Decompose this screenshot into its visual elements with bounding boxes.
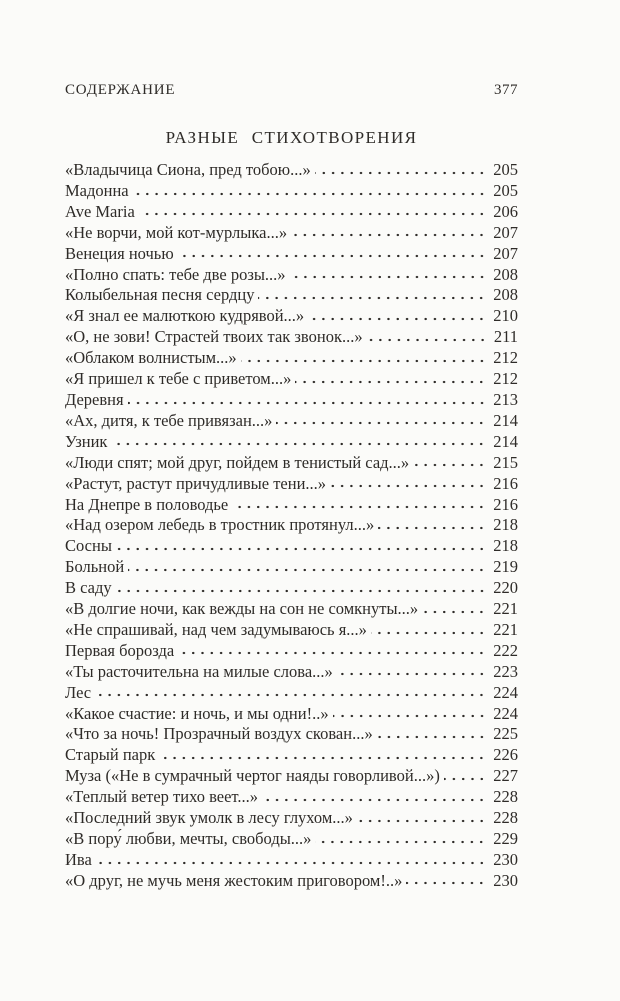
toc-entry-title: Узник xyxy=(65,431,108,451)
toc-entry xyxy=(65,244,518,265)
dot-leader xyxy=(178,644,486,656)
toc-entry-page: 210 xyxy=(493,306,518,326)
toc-entry-page: 212 xyxy=(493,348,518,368)
toc-entry-title: Старый парк xyxy=(65,745,156,765)
toc-entry-title: «Теплый ветер тихо веет...» xyxy=(65,787,259,807)
toc-entry-page: 229 xyxy=(493,829,518,848)
toc-entry-title: Лес xyxy=(65,682,92,702)
dot-leader xyxy=(111,435,486,447)
toc-entry-title: Ave Maria xyxy=(65,201,135,221)
dot-leader xyxy=(232,498,486,510)
toc-entry-page: 208 xyxy=(493,264,518,284)
toc-entry-page: 228 xyxy=(493,808,518,828)
toc-entry-page: 213 xyxy=(493,389,518,409)
toc-entry-title: «Я знал ее малюткою кудрявой...» xyxy=(65,306,305,326)
toc-entry-page: 221 xyxy=(493,619,518,639)
dot-leader xyxy=(295,372,486,384)
toc-entry-title: «Не спрашивай, над чем задумываюсь я...» xyxy=(65,619,367,639)
toc-entry-title: «В пору́ любви, мечты, свободы...» xyxy=(65,829,312,848)
toc-entry xyxy=(65,808,518,829)
toc-entry xyxy=(65,683,518,704)
toc-entry xyxy=(65,745,518,766)
toc-entry-title: «Облаком волнистым...» xyxy=(65,348,237,368)
toc-entry-title: «Я пришел к тебе с приветом...» xyxy=(65,369,292,389)
toc-entry-page: 207 xyxy=(493,243,518,263)
toc-entry xyxy=(65,724,518,745)
toc-entry-page: 206 xyxy=(493,201,518,221)
toc-entry-title: «В долгие ночи, как вежды на сон не сомкнуты...» xyxy=(65,599,419,619)
toc-entry xyxy=(65,453,518,474)
toc-entry xyxy=(65,390,518,411)
toc-entry-page: 230 xyxy=(493,870,518,890)
toc-entry-page: 222 xyxy=(493,640,518,660)
toc-entry xyxy=(65,578,518,599)
toc-entry-page: 214 xyxy=(493,431,518,451)
toc-entry xyxy=(65,620,518,641)
toc-list xyxy=(65,160,518,892)
toc-entry-title: Муза («Не в сумрачный чертог наяды говорливой...») xyxy=(65,766,440,786)
toc-entry xyxy=(65,223,518,244)
dot-leader xyxy=(178,247,487,259)
dot-leader xyxy=(367,330,487,342)
toc-entry xyxy=(65,202,518,223)
dot-leader xyxy=(128,560,486,572)
toc-entry-page: 207 xyxy=(493,222,518,242)
toc-entry-page: 205 xyxy=(493,160,518,179)
dot-leader xyxy=(377,727,487,739)
toc-entry-title: Первая борозда xyxy=(65,640,175,660)
toc-entry xyxy=(65,766,518,787)
running-title: СОДЕРЖАНИЕ xyxy=(65,82,176,98)
toc-entry xyxy=(65,432,518,453)
toc-entry xyxy=(65,348,518,369)
toc-entry-page: 216 xyxy=(493,473,518,493)
dot-leader xyxy=(444,769,486,781)
toc-entry-title: «Ты расточительна на милые слова...» xyxy=(65,661,333,681)
toc-entry-title: «Последний звук умолк в лесу глухом...» xyxy=(65,808,353,828)
dot-leader xyxy=(276,414,486,426)
toc-entry xyxy=(65,787,518,808)
toc-entry-page: 223 xyxy=(493,661,518,681)
toc-entry-page: 211 xyxy=(493,327,518,347)
toc-entry xyxy=(65,411,518,432)
toc-entry-page: 228 xyxy=(493,787,518,807)
toc-entry xyxy=(65,662,518,683)
dot-leader xyxy=(315,163,487,175)
toc-entry-title: Сосны xyxy=(65,536,112,556)
dot-leader xyxy=(308,309,486,321)
toc-entry-page: 218 xyxy=(493,536,518,556)
toc-entry-title: Мадонна xyxy=(65,180,129,200)
toc-entry-page: 224 xyxy=(493,682,518,702)
toc-entry xyxy=(65,871,518,892)
dot-leader xyxy=(262,790,486,802)
toc-entry-page: 216 xyxy=(493,494,518,514)
toc-entry-title: Колыбельная песня сердцу xyxy=(65,285,255,305)
toc-entry-title: «О друг, не мучь меня жестоким приговором!..» xyxy=(65,870,403,890)
toc-entry-page: 208 xyxy=(493,285,518,305)
toc-entry xyxy=(65,829,518,850)
toc-entry xyxy=(65,641,518,662)
toc-entry xyxy=(65,327,518,348)
toc-entry-page: 212 xyxy=(493,369,518,389)
dot-leader xyxy=(96,853,486,865)
toc-entry-page: 221 xyxy=(493,599,518,619)
dot-leader xyxy=(333,707,487,719)
dot-leader xyxy=(422,602,486,614)
toc-entry-title: «Полно спать: тебе две розы...» xyxy=(65,264,286,284)
dot-leader xyxy=(291,226,486,238)
toc-entry-page: 230 xyxy=(493,849,518,869)
toc-entry-title: На Днепре в половодье xyxy=(65,494,229,514)
toc-entry-title: «Какое счастие: и ночь, и мы одни!..» xyxy=(65,703,329,723)
dot-leader xyxy=(337,665,486,677)
toc-entry-title: Деревня xyxy=(65,389,124,409)
dot-leader xyxy=(241,351,487,363)
toc-entry-title: «Не ворчи, мой кот-мурлыка...» xyxy=(65,222,288,242)
toc-entry xyxy=(65,474,518,495)
dot-leader xyxy=(139,205,486,217)
dot-leader xyxy=(371,623,486,635)
dot-leader xyxy=(116,539,486,551)
toc-entry-title: «Над озером лебедь в тростник протянул...» xyxy=(65,515,375,535)
dot-leader xyxy=(258,288,486,300)
dot-leader xyxy=(133,184,487,196)
toc-entry-title: «Что за ночь! Прозрачный воздух скован...» xyxy=(65,724,373,744)
toc-entry xyxy=(65,495,518,516)
dot-leader xyxy=(159,748,486,760)
toc-entry xyxy=(65,557,518,578)
folio-page-number: 377 xyxy=(494,82,518,98)
dot-leader xyxy=(290,268,487,280)
toc-entry-title: «О, не зови! Страстей твоих так звонок...» xyxy=(65,327,363,347)
toc-entry-page: 215 xyxy=(493,452,518,472)
dot-leader xyxy=(128,393,487,405)
toc-entry-title: «Ах, дитя, к тебе привязан...» xyxy=(65,410,273,430)
toc-entry-title: В саду xyxy=(65,578,112,598)
dot-leader xyxy=(357,811,486,823)
toc-entry xyxy=(65,850,518,871)
running-header xyxy=(65,82,518,98)
toc-entry xyxy=(65,704,518,725)
dot-leader xyxy=(315,832,486,844)
dot-leader xyxy=(95,686,486,698)
toc-entry xyxy=(65,160,518,181)
dot-leader xyxy=(413,456,486,468)
toc-entry-page: 225 xyxy=(493,724,518,744)
toc-entry xyxy=(65,285,518,306)
toc-entry-page: 219 xyxy=(493,557,518,577)
toc-entry-title: Венеция ночью xyxy=(65,243,174,263)
toc-entry-page: 218 xyxy=(493,515,518,535)
toc-entry-page: 224 xyxy=(493,703,518,723)
toc-entry-page: 227 xyxy=(493,766,518,786)
toc-entry xyxy=(65,306,518,327)
toc-entry-title: «Владычица Сиона, пред тобою...» xyxy=(65,160,311,179)
section-title: РАЗНЫЕ СТИХОТВОРЕНИЯ xyxy=(165,128,418,147)
toc-entry-title: «Люди спят; мой друг, пойдем в тенистый сад...» xyxy=(65,452,410,472)
dot-leader xyxy=(330,477,486,489)
toc-entry-title: Больной xyxy=(65,557,125,577)
dot-leader xyxy=(116,581,487,593)
toc-entry-title: «Растут, растут причудливые тени...» xyxy=(65,473,327,493)
toc-entry-title: Ива xyxy=(65,849,92,869)
toc-entry xyxy=(65,181,518,202)
toc-entry-page: 220 xyxy=(493,578,518,598)
toc-entry xyxy=(65,536,518,557)
toc-entry-page: 214 xyxy=(493,410,518,430)
toc-entry xyxy=(65,599,518,620)
dot-leader xyxy=(406,874,486,886)
toc-entry xyxy=(65,369,518,390)
toc-entry xyxy=(65,515,518,536)
dot-leader xyxy=(378,518,486,530)
toc-entry xyxy=(65,265,518,286)
toc-entry-page: 205 xyxy=(493,180,518,200)
toc-entry-page: 226 xyxy=(493,745,518,765)
